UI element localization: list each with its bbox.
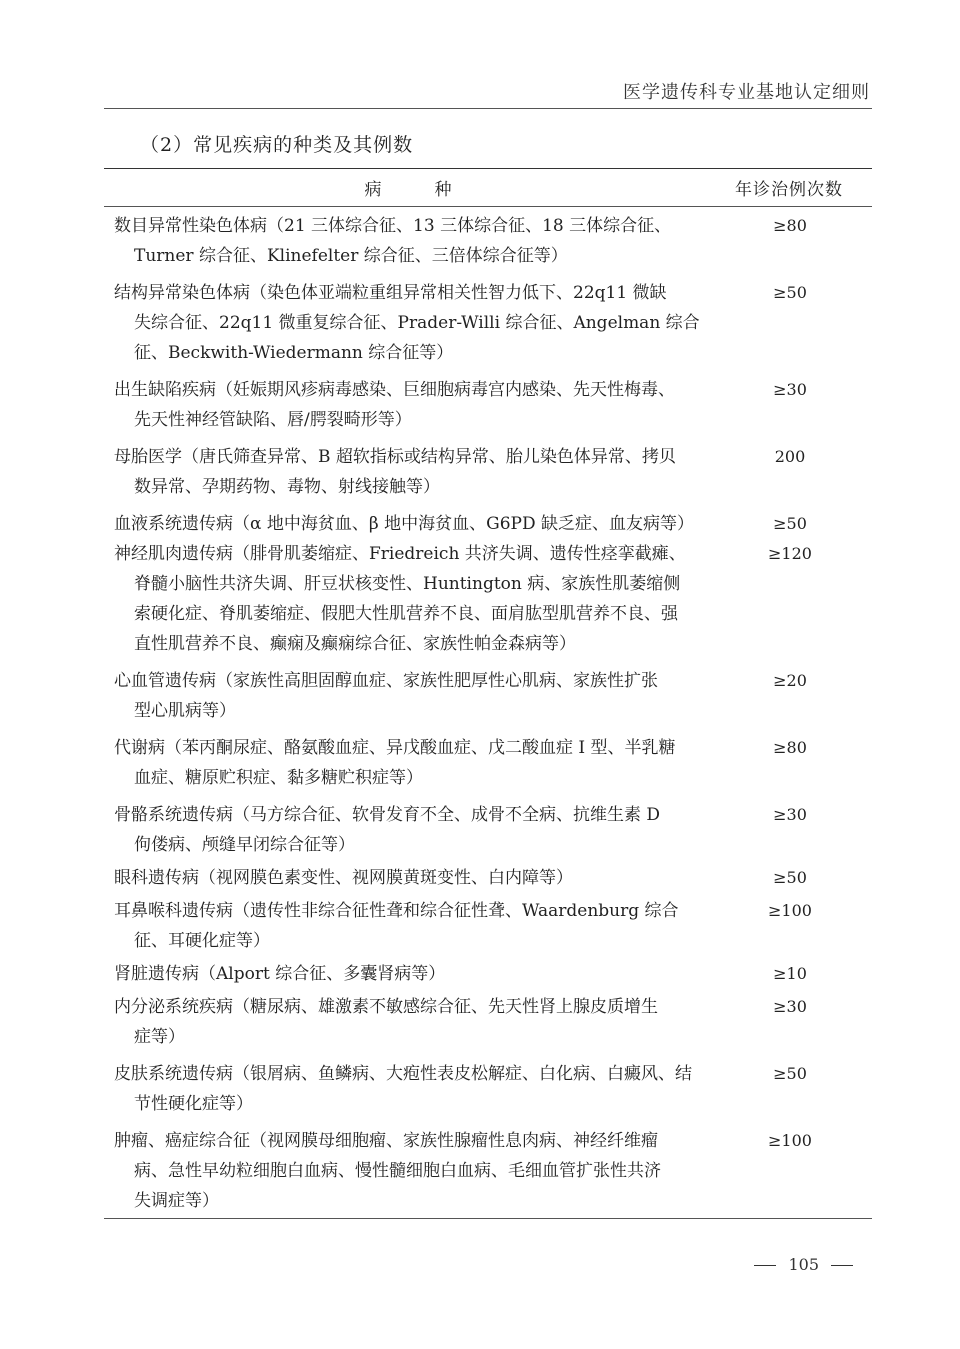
disease-line: 皮肤系统遗传病（银屑病、鱼鳞病、大疱性表皮松解症、白化病、白癜风、结 (114, 1064, 692, 1084)
case-count-cell: ≥120 (768, 544, 812, 563)
disease-line: 失调症等） (134, 1191, 219, 1211)
case-count-cell: ≥30 (773, 805, 807, 824)
disease-line: 心血管遗传病（家族性高胆固醇血症、家族性肥厚性心肌病、家族性扩张 (114, 671, 658, 691)
disease-line: 神经肌肉遗传病（腓骨肌萎缩症、Friedreich 共济失调、遗传性痉挛截瘫、 (114, 544, 686, 564)
disease-line: 肿瘤、癌症综合征（视网膜母细胞瘤、家族性腺瘤性息肉病、神经纤维瘤 (114, 1131, 658, 1151)
case-count-cell: ≥100 (768, 1131, 812, 1150)
disease-line: 血液系统遗传病（α 地中海贫血、β 地中海贫血、G6PD 缺乏症、血友病等） (114, 514, 694, 534)
case-count-cell: ≥50 (773, 868, 807, 887)
page-number-dash-left (754, 1265, 776, 1266)
table-row (104, 539, 872, 659)
disease-line: 失综合征、22q11 微重复综合征、Prader-Willi 综合征、Angelman 综合 (134, 313, 700, 333)
disease-cell (104, 1059, 710, 1119)
page-number-dash-right (831, 1265, 853, 1266)
disease-cell (104, 666, 710, 726)
running-header: 医学遗传科专业基地认定细则 (623, 82, 870, 103)
disease-line: 型心肌病等） (134, 701, 236, 721)
table-row (104, 959, 872, 989)
disease-line: 节性硬化症等） (134, 1094, 253, 1114)
column-header-disease: 病 种 (364, 180, 470, 200)
disease-line: 佝偻病、颅缝早闭综合征等） (134, 835, 355, 855)
page-number (0, 1255, 960, 1274)
table-row (104, 1059, 872, 1119)
case-count-cell: ≥10 (773, 964, 807, 983)
disease-line: 血症、糖原贮积症、黏多糖贮积症等） (134, 768, 423, 788)
disease-line: 结构异常染色体病（染色体亚端粒重组异常相关性智力低下、22q11 微缺 (114, 283, 667, 303)
disease-line: 数异常、孕期药物、毒物、射线接触等） (134, 477, 440, 497)
case-count-cell: ≥100 (768, 901, 812, 920)
table-row (104, 863, 872, 893)
table-row (104, 211, 872, 271)
table-row (104, 666, 872, 726)
disease-line: 肾脏遗传病（Alport 综合征、多囊肾病等） (114, 964, 446, 984)
disease-cell (104, 375, 710, 435)
disease-line: 内分泌系统疾病（糖尿病、雄激素不敏感综合征、先天性肾上腺皮质增生 (114, 997, 658, 1017)
header-rule (104, 108, 872, 109)
disease-cell (104, 959, 710, 989)
table-row (104, 442, 872, 502)
disease-cell (104, 509, 710, 539)
disease-line: 骨骼系统遗传病（马方综合征、软骨发育不全、成骨不全病、抗维生素 D (114, 805, 661, 825)
disease-line: 征、耳硬化症等） (134, 931, 270, 951)
disease-cell (104, 539, 710, 659)
table-bottom-rule (104, 1218, 872, 1219)
disease-line: 索硬化症、脊肌萎缩症、假肥大性肌营养不良、面肩肱型肌营养不良、强 (134, 604, 678, 624)
disease-cell (104, 800, 710, 860)
page-number-value: 105 (788, 1255, 819, 1274)
case-count-cell: ≥20 (773, 671, 807, 690)
disease-line: 母胎医学（唐氏筛查异常、B 超软指标或结构异常、胎儿染色体异常、拷贝 (114, 447, 676, 467)
disease-cell (104, 1126, 710, 1216)
disease-cell (104, 278, 710, 368)
disease-cell (104, 442, 710, 502)
case-count-cell: ≥50 (773, 514, 807, 533)
table-row (104, 509, 872, 539)
disease-cell (104, 992, 710, 1052)
case-count-cell: ≥80 (773, 738, 807, 757)
disease-line: 症等） (134, 1027, 185, 1047)
case-count-cell: 200 (774, 447, 806, 466)
case-count-cell: ≥50 (773, 1064, 807, 1083)
disease-cell (104, 211, 710, 271)
disease-cell (104, 863, 710, 893)
column-header-annual-cases: 年诊治例次数 (735, 180, 843, 200)
disease-cell (104, 733, 710, 793)
disease-line: 征、Beckwith-Wiedermann 综合征等） (134, 343, 454, 363)
table-row (104, 1126, 872, 1216)
case-count-cell: ≥80 (773, 216, 807, 235)
case-count-cell: ≥30 (773, 997, 807, 1016)
disease-line: 数目异常性染色体病（21 三体综合征、13 三体综合征、18 三体综合征、 (114, 216, 672, 236)
disease-line: 先天性神经管缺陷、唇/腭裂畸形等） (134, 410, 412, 430)
disease-line: 眼科遗传病（视网膜色素变性、视网膜黄斑变性、白内障等） (114, 868, 573, 888)
disease-line: 病、急性早幼粒细胞白血病、慢性髓细胞白血病、毛细血管扩张性共济 (134, 1161, 661, 1181)
table-row (104, 278, 872, 368)
disease-table (104, 168, 872, 1219)
disease-line: Turner 综合征、Klinefelter 综合征、三倍体综合征等） (134, 246, 568, 266)
disease-line: 耳鼻喉科遗传病（遗传性非综合征性聋和综合征性聋、Waardenburg 综合 (114, 901, 679, 921)
table-row (104, 375, 872, 435)
table-row (104, 896, 872, 956)
section-title: （2）常见疾病的种类及其例数 (140, 134, 414, 156)
table-row (104, 800, 872, 860)
table-row (104, 733, 872, 793)
disease-line: 代谢病（苯丙酮尿症、酪氨酸血症、异戊酸血症、戊二酸血症 I 型、半乳糖 (114, 738, 676, 758)
disease-line: 直性肌营养不良、癫痫及癫痫综合征、家族性帕金森病等） (134, 634, 576, 654)
table-row (104, 992, 872, 1052)
table-header-row (104, 169, 872, 206)
disease-line: 脊髓小脑性共济失调、肝豆状核变性、Huntington 病、家族性肌萎缩侧 (134, 574, 681, 594)
case-count-cell: ≥50 (773, 283, 807, 302)
disease-line: 出生缺陷疾病（妊娠期风疹病毒感染、巨细胞病毒宫内感染、先天性梅毒、 (114, 380, 675, 400)
case-count-cell: ≥30 (773, 380, 807, 399)
disease-cell (104, 896, 710, 956)
table-body (104, 207, 872, 1218)
